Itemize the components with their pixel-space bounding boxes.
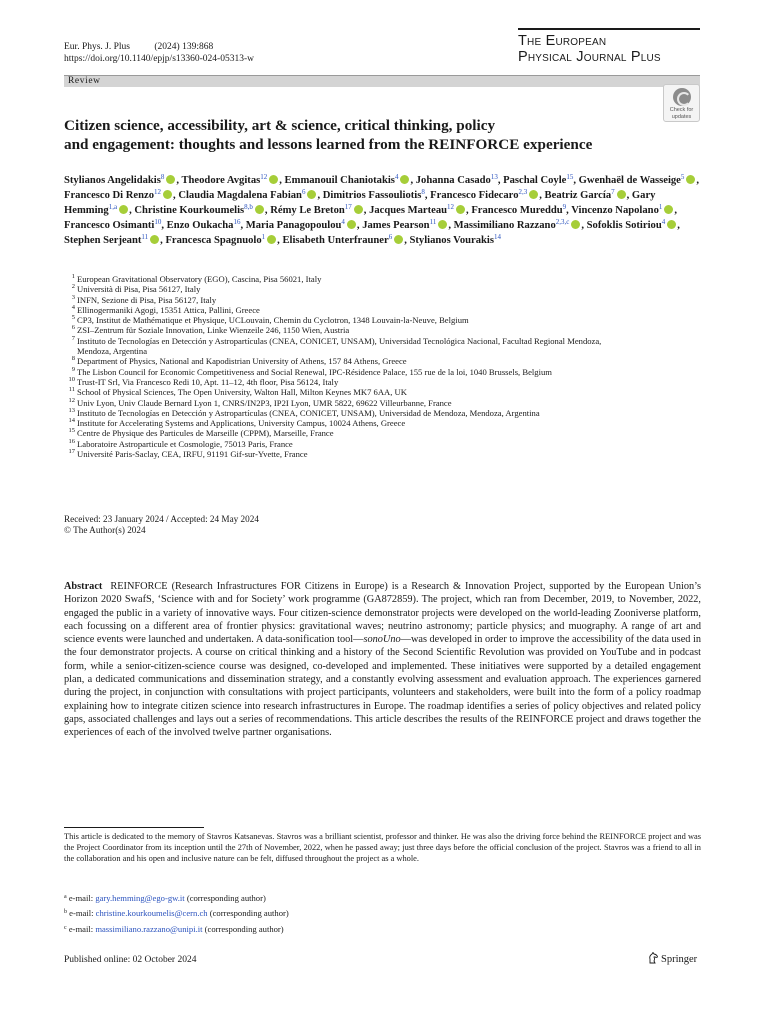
author-separator: ,: [356, 220, 363, 231]
author-name: Paschal Coyle: [503, 175, 567, 186]
author-name: Stylianos Vourakis: [409, 235, 494, 246]
author-affiliation-ref[interactable]: 12: [447, 203, 455, 211]
orcid-icon[interactable]: [400, 175, 409, 184]
author-separator: ,: [161, 220, 167, 231]
affiliation-text: Institute for Accelerating Systems and Applications, University Campus, 10024 Athens, Greece: [77, 418, 406, 429]
author-affiliation-ref[interactable]: 1: [658, 203, 663, 211]
affiliation-text: The Lisbon Council for Economic Competitiveness and Social Renewal, IPC-Résidence Palace, 155 rue de la loi, 1040 Brussels, Belgium: [77, 366, 552, 377]
author-separator: ,: [696, 175, 700, 186]
orcid-icon[interactable]: [163, 190, 172, 199]
author-separator: ,: [410, 175, 416, 186]
affiliation-number: 15: [68, 427, 75, 435]
affiliation: [64, 295, 714, 305]
article-dates: [64, 514, 259, 536]
affiliation-text: Università di Pisa, Pisa 56127, Italy: [77, 284, 201, 295]
author-separator: ,: [626, 190, 632, 201]
orcid-icon[interactable]: [347, 220, 356, 229]
affiliation: [64, 418, 714, 428]
author-affiliation-ref[interactable]: 1: [261, 233, 266, 241]
affiliation-number: 7: [71, 334, 75, 342]
orcid-icon[interactable]: [438, 220, 447, 229]
author-name: Stylianos Angelidakis: [64, 175, 161, 186]
affiliation-number: 10: [68, 375, 75, 383]
email-prefix: e-mail:: [66, 893, 96, 903]
orcid-icon[interactable]: [267, 235, 276, 244]
author-separator: ,: [566, 205, 572, 216]
affiliation-number: 4: [71, 303, 75, 311]
author-separator: ,: [176, 175, 182, 186]
journal-name-line2: Physical Journal Plus: [518, 49, 661, 65]
affiliation: [64, 315, 714, 325]
affiliation: [64, 428, 714, 438]
journal-logo: [518, 28, 700, 65]
email-suffix: (corresponding author): [202, 923, 284, 934]
affiliation-text: Centre de Physique des Particules de Marseille (CPPM), Marseille, France: [77, 428, 334, 439]
affiliation-number: 3: [71, 293, 75, 301]
check-updates-line2: updates: [671, 114, 692, 120]
affiliation-text: Université Paris-Saclay, CEA, IRFU, 91191 Gif-sur-Yvette, France: [77, 449, 308, 460]
footnote-marker: c: [64, 924, 67, 931]
author: [503, 175, 579, 186]
author: [471, 205, 571, 216]
affiliation: [64, 367, 714, 377]
author-separator: ,: [448, 220, 454, 231]
author-name: Maria Panagopoulou: [245, 220, 342, 231]
article-type: Review: [68, 76, 101, 86]
author-name: Vincenzo Napolano: [571, 205, 659, 216]
affiliation-list: [64, 274, 714, 459]
author-name: Emmanouil Chaniotakis: [284, 175, 395, 186]
orcid-icon[interactable]: [307, 190, 316, 199]
affiliation-text: Instituto de Tecnologías en Detección y Astropartículas (CNEA, CONICET, UNSAM), Universidad de Mendoza, Mendoza, Argentina: [77, 407, 540, 418]
affiliation: [64, 274, 714, 284]
affiliation: [64, 325, 714, 335]
author-affiliation-ref[interactable]: 10: [154, 218, 162, 226]
author-affiliation-ref[interactable]: 17: [344, 203, 352, 211]
orcid-icon[interactable]: [571, 220, 580, 229]
affiliation-text: INFN, Sezione di Pisa, Pisa 56127, Italy: [77, 294, 217, 305]
affiliation: [64, 336, 714, 357]
author-name: Beatriz García: [544, 190, 612, 201]
author-separator: ,: [466, 205, 472, 216]
author-name: Claudia Magdalena Fabian: [178, 190, 302, 201]
author-name: Christine Kourkoumelis: [134, 205, 245, 216]
affiliation: [64, 449, 714, 459]
affiliation-number: 13: [68, 406, 75, 414]
affiliation-text: European Gravitational Observatory (EGO), Cascina, Pisa 56021, Italy: [77, 274, 322, 284]
affiliation-number: 5: [71, 314, 75, 322]
author: [270, 205, 369, 216]
affiliation-number: 16: [68, 437, 75, 445]
author-name: Francesco Osimanti: [64, 220, 155, 231]
author-separator: ,: [264, 205, 271, 216]
author-name: Johanna Casado: [415, 175, 491, 186]
author: [587, 220, 680, 231]
author-affiliation-ref[interactable]: 6: [301, 188, 306, 196]
author-separator: ,: [424, 190, 431, 201]
volume-info: (2024) 139:868: [154, 42, 214, 52]
author-affiliation-ref[interactable]: 2,3,c: [555, 218, 570, 226]
journal-abbrev: Eur. Phys. J. Plus: [64, 42, 130, 52]
copyright: © The Author(s) 2024: [64, 525, 146, 535]
author-name: Massimiliano Razzano: [453, 220, 556, 231]
author-list: [64, 173, 704, 248]
affiliation-number: 17: [68, 448, 75, 456]
affiliation-text: Department of Physics, National and Kapodistrian University of Athens, 157 84 Athens, Greece: [77, 356, 407, 367]
author-separator: ,: [674, 205, 678, 216]
orcid-icon[interactable]: [119, 205, 128, 214]
email-link[interactable]: christine.kourkoumelis@cern.ch: [95, 908, 208, 919]
email-suffix: (corresponding author): [207, 908, 289, 919]
email-link[interactable]: gary.hemming@ego-gw.it: [95, 893, 185, 903]
orcid-icon[interactable]: [166, 175, 175, 184]
author-affiliation-ref[interactable]: 12: [154, 188, 162, 196]
update-icon: [673, 88, 691, 106]
author-affiliation-ref[interactable]: 9: [562, 203, 567, 211]
author-separator: ,: [173, 190, 179, 201]
author-separator: ,: [581, 220, 587, 231]
article-type-bar: [64, 75, 700, 87]
affiliation-text: Laboratoire Astroparticule et Cosmologie, 75013 Paris, France: [77, 438, 293, 449]
article-title: [64, 116, 704, 154]
author-affiliation-ref[interactable]: 4: [661, 218, 666, 226]
affiliation-text: Univ Lyon, Univ Claude Bernard Lyon 1, CNRS/IN2P3, IP2I Lyon, UMR 5822, 69622 Villeurbanne, France: [77, 397, 452, 408]
email-prefix: e-mail:: [66, 923, 96, 934]
orcid-icon[interactable]: [529, 190, 538, 199]
received-accepted: Received: 23 January 2024 / Accepted: 24 May 2024: [64, 514, 259, 524]
orcid-icon[interactable]: [269, 175, 278, 184]
author-separator: ,: [277, 235, 283, 246]
affiliation: [64, 408, 714, 418]
author: [64, 175, 181, 186]
author: [545, 190, 632, 201]
author: [454, 220, 587, 231]
orcid-icon[interactable]: [150, 235, 159, 244]
author-separator: ,: [363, 205, 370, 216]
publisher-name: Springer: [661, 954, 698, 965]
abstract-text-1: REINFORCE (Research Infrastructures FOR Citizens in Europe) is a Research & Innovation Project, supported by the European Union’s Horizon 2020 SwafS, ‘Science with and for Society’ work programme (GA872859). The project, which ran from December, 2019, to November, 2022, engaged the public in a variety of innovative ways. Four citizen-science demonstrator projects were developed on the world-leading Zooniverse platform, each focussing on a different area of frontier physics: gravitational waves; neutrino astronomy; particle physics; and muography. A range of art and science events were launched and undertaken. A data-sonification tool—: [64, 581, 701, 646]
affiliation: [64, 377, 714, 387]
author: [416, 175, 503, 186]
author-separator: ,: [240, 220, 246, 231]
author: [579, 175, 699, 186]
running-header: [64, 41, 254, 65]
author-affiliation-ref[interactable]: 15: [566, 173, 574, 181]
author: [369, 205, 471, 216]
author-name: Dimitrios Fassouliotis: [322, 190, 422, 201]
author-name: Francesco Di Renzo: [64, 190, 155, 201]
affiliation-number: 2: [71, 283, 75, 291]
affiliation: [64, 356, 714, 366]
author-name: Sofoklis Sotiriou: [586, 220, 662, 231]
affiliation: [64, 305, 714, 315]
author: [64, 220, 167, 231]
email-suffix: (corresponding author): [184, 893, 266, 903]
affiliation-number: 11: [68, 386, 75, 394]
author-affiliation-ref[interactable]: 8: [421, 188, 425, 196]
corresponding-emails: [64, 893, 564, 939]
check-updates-line1: Check for: [669, 107, 694, 113]
publisher-logo: [648, 952, 697, 966]
affiliation-text: Trust-IT Srl, Via Francesco Redi 10, Apt. 11–12, 4th floor, Pisa 56124, Italy: [77, 376, 339, 387]
author: [362, 220, 453, 231]
email-footnote: [64, 908, 564, 919]
author-affiliation-ref[interactable]: 13: [490, 173, 498, 181]
affiliation: [64, 387, 714, 397]
orcid-icon[interactable]: [617, 190, 626, 199]
affiliation-text: School of Physical Sciences, The Open University, Walton Hall, Milton Keynes MK7 6AA, UK: [77, 387, 407, 398]
title-line1: Citizen science, accessibility, art & science, critical thinking, policy: [64, 117, 496, 134]
affiliation: [64, 439, 714, 449]
author-affiliation-ref[interactable]: 5: [680, 173, 685, 181]
orcid-icon[interactable]: [255, 205, 264, 214]
author-separator: ,: [497, 175, 504, 186]
author-name: Gwenhaël de Wasseige: [578, 175, 681, 186]
abstract-text-2: —was developed in order to improve the accessibility of the data used in the four demonstrator projects. A course on critical thinking and a history of the Second Scientific Revolution was provided on YouTube and in podcast form, while a senior-citizen-science course was designed, co-developed and implemented. These initiatives were supported by a detailed engagement plan, a dedicated communications and dissemination strategy, and a constantly evolving assessment and evaluation approach. The experiences garnered during the project, in conjunction with consultations with project participants, volunteers and stakeholders, were built into the form of a policy roadmap explaining how to integrate citizen science into research infrastructures in Europe. The roadmap identifies a series of policy objectives and related policy gaps, associated challenges and lays out a series of recommendations. This article describes the results of the REINFORCE project and draws together the experiences of each of the involved twelve partner organisations.: [64, 634, 702, 739]
author: [323, 190, 430, 201]
author: [430, 190, 544, 201]
author-separator: ,: [677, 220, 680, 231]
orcid-icon[interactable]: [456, 205, 465, 214]
dedication-note: This article is dedicated to the memory of Stavros Katsanevas. Stavros was a brilliant scientist, professor and thinker. He was also the driving force behind the REINFORCE project and was the Project Coordinator from its inception until the 27th of November, 2022, when he passed away; just three days before the official conclusion of the project. Stavros was a friend to all in the collaboration and his open and inclusive nature can be felt, diffused throughout the project as a whole.: [64, 832, 701, 863]
orcid-icon[interactable]: [394, 235, 403, 244]
author-name: Gary Hemming: [64, 190, 656, 216]
journal-name-line1: The European: [518, 33, 607, 49]
email-footnote: [64, 893, 564, 904]
published-date: Published online: 02 October 2024: [64, 955, 197, 965]
author: [167, 220, 246, 231]
author-separator: ,: [317, 190, 323, 201]
author-affiliation-ref[interactable]: 8: [160, 173, 165, 181]
author: [165, 235, 282, 246]
affiliation-text: Mendoza, Argentina: [77, 346, 148, 357]
author-separator: ,: [404, 235, 410, 246]
author-affiliation-ref[interactable]: 11: [429, 218, 437, 226]
footnote-marker: b: [64, 909, 67, 916]
email-prefix: e-mail:: [67, 908, 96, 919]
title-line2: and engagement: thoughts and lessons learned from the REINFORCE experience: [64, 136, 593, 153]
author: [282, 235, 409, 246]
author-name: Francesco Fidecaro: [430, 190, 519, 201]
author-affiliation-ref[interactable]: 8,b: [244, 203, 253, 211]
abstract-emphasis: sonoUno: [363, 634, 401, 646]
author-affiliation-ref[interactable]: 1,a: [108, 203, 118, 211]
author-separator: ,: [279, 175, 285, 186]
doi-link[interactable]: https://doi.org/10.1140/epjp/s13360-024-05313-w: [64, 54, 254, 64]
affiliation-number: 9: [71, 365, 75, 373]
author-separator: ,: [573, 175, 579, 186]
footnote-divider: [64, 827, 204, 828]
abstract: [64, 580, 701, 740]
email-link[interactable]: massimiliano.razzano@unipi.it: [95, 923, 203, 934]
author-name: Theodore Avgitas: [181, 175, 261, 186]
affiliation-text: CP3, Institut de Mathématique et Physique, UCLouvain, Chemin du Cyclotron, 1348 Louvain-la-Neuve, Belgium: [77, 315, 469, 326]
author-affiliation-ref[interactable]: 6: [388, 233, 393, 241]
affiliation-text: Ellinogermaniki Agogi, 15351 Attica, Pallini, Greece: [77, 304, 260, 315]
author-affiliation-ref[interactable]: 2,3: [518, 188, 528, 196]
author: [285, 175, 416, 186]
orcid-icon[interactable]: [664, 205, 673, 214]
author-affiliation-ref[interactable]: 12: [260, 173, 268, 181]
author: [64, 235, 165, 246]
author-name: Elisabeth Unterfrauner: [282, 235, 389, 246]
author-affiliation-ref[interactable]: 4: [341, 218, 345, 226]
orcid-icon[interactable]: [667, 220, 676, 229]
author-name: Stephen Serjeant: [64, 235, 142, 246]
author-name: Francesca Spagnuolo: [165, 235, 262, 246]
author: [571, 205, 677, 216]
author-affiliation-ref[interactable]: 7: [611, 188, 615, 196]
author-separator: ,: [129, 205, 135, 216]
author: [181, 175, 284, 186]
affiliation-text: Instituto de Tecnologías en Detección y Astropartículas (CNEA, CONICET, UNSAM), Universidad Tecnológica Nacional, Facultad Regional Mendoza,: [77, 335, 602, 346]
author-affiliation-ref[interactable]: 16: [233, 218, 241, 226]
author-affiliation-ref[interactable]: 4: [394, 173, 399, 181]
orcid-icon[interactable]: [686, 175, 695, 184]
springer-horse-icon: [648, 952, 659, 964]
author: [134, 205, 270, 216]
author: [246, 220, 362, 231]
email-footnote: [64, 924, 564, 935]
affiliation-number: 12: [68, 396, 75, 404]
affiliation-number: 6: [71, 324, 75, 332]
author-affiliation-ref[interactable]: 11: [141, 233, 149, 241]
affiliation-number: 14: [68, 417, 75, 425]
author: [178, 190, 322, 201]
author: [410, 235, 502, 246]
author-separator: ,: [160, 235, 166, 246]
author-name: Francesco Mureddu: [471, 205, 563, 216]
affiliation: [64, 398, 714, 408]
affiliation-number: 8: [71, 355, 75, 363]
author-name: Rémy Le Breton: [270, 205, 345, 216]
author-separator: ,: [539, 190, 545, 201]
affiliation: [64, 284, 714, 294]
orcid-icon[interactable]: [354, 205, 363, 214]
author-name: Enzo Oukacha: [166, 220, 234, 231]
affiliation-text: ZSI–Zentrum für Soziale Innovation, Linke Wienzeile 246, 1150 Wien, Austria: [77, 325, 350, 336]
footnote-marker: a: [64, 894, 67, 900]
author-name: Jacques Marteau: [369, 205, 448, 216]
author-affiliation-ref[interactable]: 14: [494, 233, 501, 241]
abstract-label: Abstract: [64, 581, 103, 592]
author: [64, 190, 178, 201]
affiliation-number: 1: [71, 273, 75, 280]
author-name: James Pearson: [362, 220, 430, 231]
